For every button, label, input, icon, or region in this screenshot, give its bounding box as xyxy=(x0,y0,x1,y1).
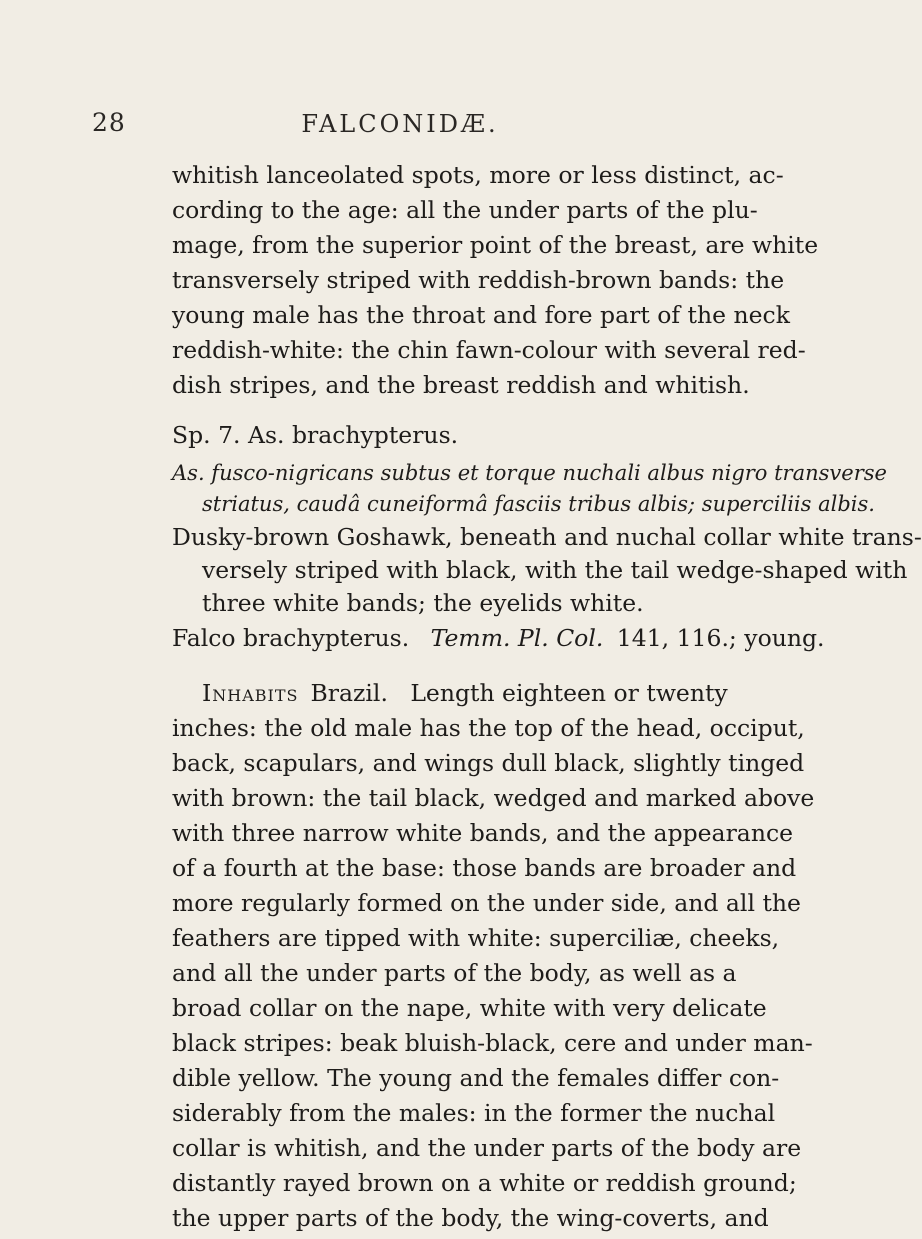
text-line: inches: the old male has the top of the head, occiput, xyxy=(172,714,805,742)
text-line: transversely striped with reddish-brown bands: the xyxy=(172,266,785,294)
text-line: Dusky-brown Goshawk, beneath and nuchal collar white trans- xyxy=(172,523,922,551)
text-line xyxy=(202,678,728,708)
text-line: distantly rayed brown on a white or reddish ground; xyxy=(172,1169,797,1197)
text-line: the upper parts of the body, the wing-coverts, and xyxy=(172,1204,769,1232)
text-line: mage, from the superior point of the breast, are white xyxy=(172,231,819,259)
text-line: reddish-white: the chin fawn-colour with several red- xyxy=(172,336,806,364)
inhabits-first-line: Brazil. Length eighteen or twenty xyxy=(310,679,728,707)
text-line: and all the under parts of the body, as well as a xyxy=(172,959,737,987)
text-line: with three narrow white bands, and the appearance xyxy=(172,819,794,847)
text-line: striatus, caudâ cuneiformâ fasciis tribus albis; superciliis albis. xyxy=(202,492,875,516)
text-line: broad collar on the nape, white with very delicate xyxy=(172,994,767,1022)
synonym-line xyxy=(172,623,825,653)
text-line: black stripes: beak bluish-black, cere and under man- xyxy=(172,1029,813,1057)
synonym-plates: 141, 116.; young. xyxy=(616,624,825,652)
text-line: young male has the throat and fore part of the neck xyxy=(172,301,790,329)
text-line: three white bands; the eyelids white. xyxy=(202,589,644,617)
text-line: with brown: the tail black, wedged and marked above xyxy=(172,784,815,812)
text-line: cording to the age: all the under parts of the plu- xyxy=(172,196,758,224)
text-line: versely striped with black, with the tail wedge-shaped with xyxy=(202,556,908,584)
text-line: more regularly formed on the under side, and all the xyxy=(172,889,801,917)
text-line: As. fusco-nigricans subtus et torque nuchali albus nigro transverse xyxy=(172,461,887,485)
text-line: whitish lanceolated spots, more or less distinct, ac- xyxy=(172,161,784,189)
running-title: FALCONIDÆ. xyxy=(301,110,499,138)
text-line: dible yellow. The young and the females differ con- xyxy=(172,1064,780,1092)
synonym-name: Falco brachypterus. xyxy=(172,624,410,652)
species-heading: Sp. 7. As. brachypterus. xyxy=(172,421,459,449)
text-line: siderably from the males: in the former the nuchal xyxy=(172,1099,776,1127)
text-line: of a fourth at the base: those bands are broader and xyxy=(172,854,797,882)
page-number: 28 xyxy=(92,108,126,137)
text-line: back, scapulars, and wings dull black, slightly tinged xyxy=(172,749,805,777)
text-line: dish stripes, and the breast reddish and whitish. xyxy=(172,371,750,399)
page-header xyxy=(0,108,800,148)
text-line: collar is whitish, and the under parts of the body are xyxy=(172,1134,802,1162)
inhabits-label: Inhabits xyxy=(202,679,299,707)
synonym-reference: Temm. Pl. Col. xyxy=(430,624,604,652)
text-line: feathers are tipped with white: superciliæ, cheeks, xyxy=(172,924,780,952)
